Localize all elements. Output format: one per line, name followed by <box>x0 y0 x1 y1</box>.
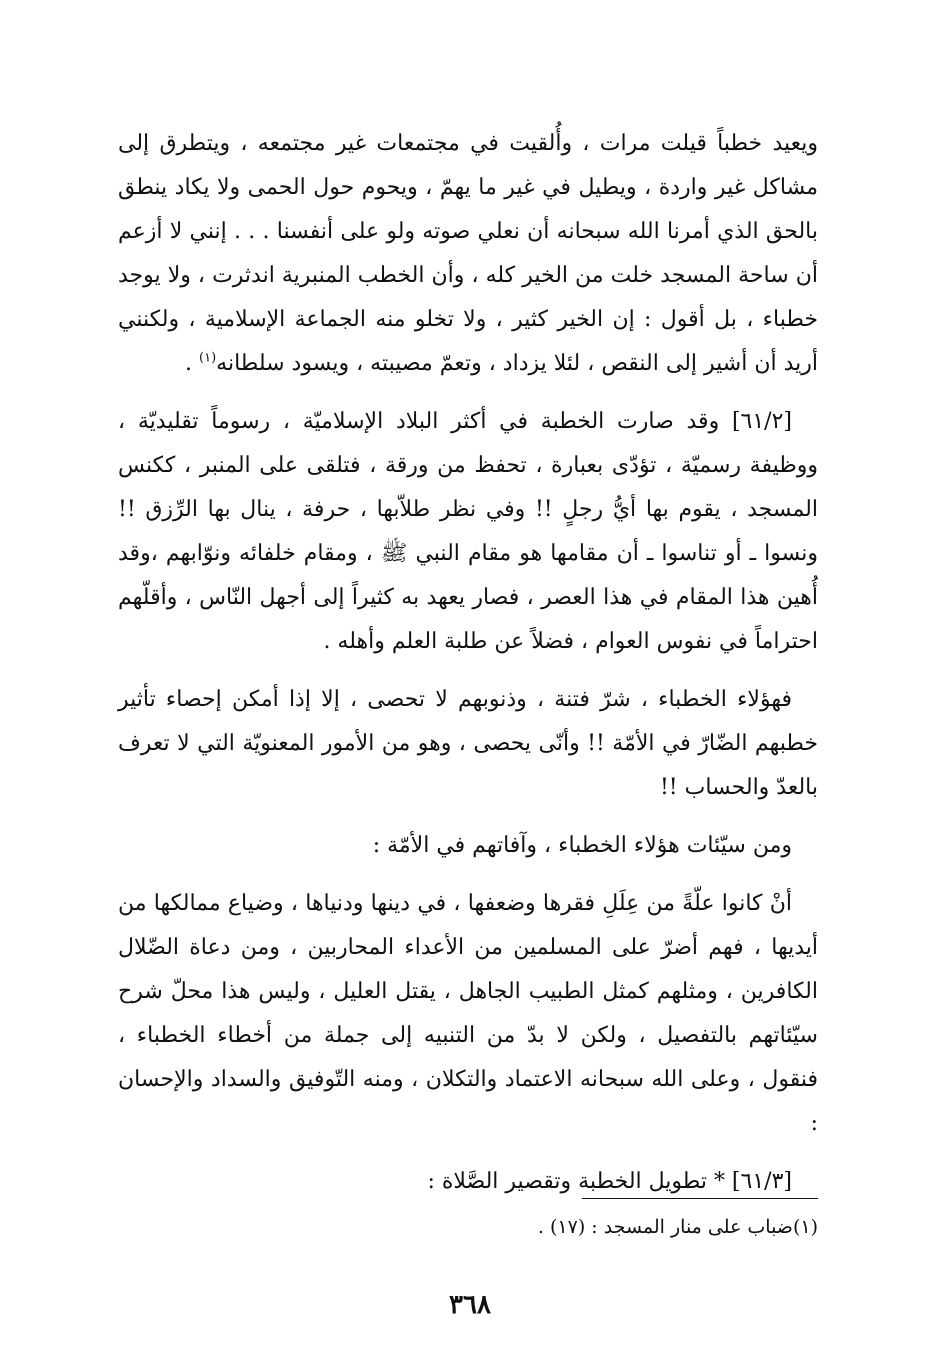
paragraph-1-text: ويعيد خطباً قيلت مرات ، وأُلقيت في مجتمعات غير مجتمعه ، ويتطرق إلى مشاكل غير واردة ، ويطيل في غير ما يهمّ ، ويحوم حول الحمى ولا يكاد ينطق بالحق الذي أمرنا الله سبحانه أن نعلي صوته ولو على أنفسنا . . . إنني لا أزعم أن ساحة المسجد خلت من الخير كله ، وأن الخطب المنبرية اندثرت ، ولا يوجد خطباء ، بل أقول : إن الخير كثير ، ولا تخلو منه الجماعة الإسلامية ، ولكنني أريد أن أشير إلى النقص ، لئلا يزداد ، وتعمّ مصيبته ، ويسود سلطانه <box>118 131 818 376</box>
paragraph-4: ومن سيّئات هؤلاء الخطباء ، وآفاتهم في الأمّة : <box>372 833 792 858</box>
paragraph-5: أنْ كانوا علّةً من عِلَلِ فقرها وضعفها ، في دينها ودنياها ، وضياع ممالكها من أيديها ، فهم أضرّ على المسلمين من الأعداء المحاربين ، ومن دعاة الضّلال الكافرين ، ومثلهم كمثل الطبيب الجاهل ، يقتل العليل ، وليس هذا محلّ شرح سيّئاتهم بالتفصيل ، ولكن لا بدّ من التنبيه إلى جملة من أخطاء الخطباء ، فنقول ، وعلى الله سبحانه الاعتماد والتكلان ، ومنه التّوفيق والسداد والإحسان : <box>118 891 818 1136</box>
footnote-reference[interactable]: (١) <box>199 350 217 366</box>
paragraph-2: [٦١/٢] وقد صارت الخطبة في أكثر البلاد الإسلاميّة ، رسوماً تقليديّة ، ووظيفة رسميّة ، تؤدّى بعبارة ، تحفظ من ورقة ، فتلقى على المنبر ، ككنس المسجد ، يقوم بها أيُّ رجلٍ !! وفي نظر طلاّبها ، حرفة ، ينال بها الرِّزق !! ونسوا ـ أو تناسوا ـ أن مقامها هو مقام النبي ﷺ ، ومقام خلفائه ونوّابهم ،وقد أُهين هذا المقام في هذا العصر ، فصار يعهد به كثيراً إلى أجهل النّاس ، وأقلّهم احتراماً في نفوس العوام ، فضلاً عن طلبة العلم وأهله . <box>118 409 818 654</box>
section-heading: [٦١/٣] * تطويل الخطبة وتقصير الصَّلاة : <box>427 1169 792 1194</box>
paragraph-1 <box>118 122 818 386</box>
page-number: ٣٦٨ <box>449 1290 491 1320</box>
footnote: (١)ضباب على منار المسجد : (١٧) . <box>537 1216 818 1238</box>
paragraph-1-end: . <box>185 351 200 376</box>
footnote-divider <box>582 1198 818 1199</box>
main-text <box>118 122 818 1204</box>
paragraph-3: فهؤلاء الخطباء ، شرّ فتنة ، وذنوبهم لا تحصى ، إلا إذا أمكن إحصاء تأثير خطبهم الضّارّ في الأمّة !! وأنّى يحصى ، وهو من الأمور المعنويّة التي لا تعرف بالعدّ والحساب !! <box>118 687 818 800</box>
